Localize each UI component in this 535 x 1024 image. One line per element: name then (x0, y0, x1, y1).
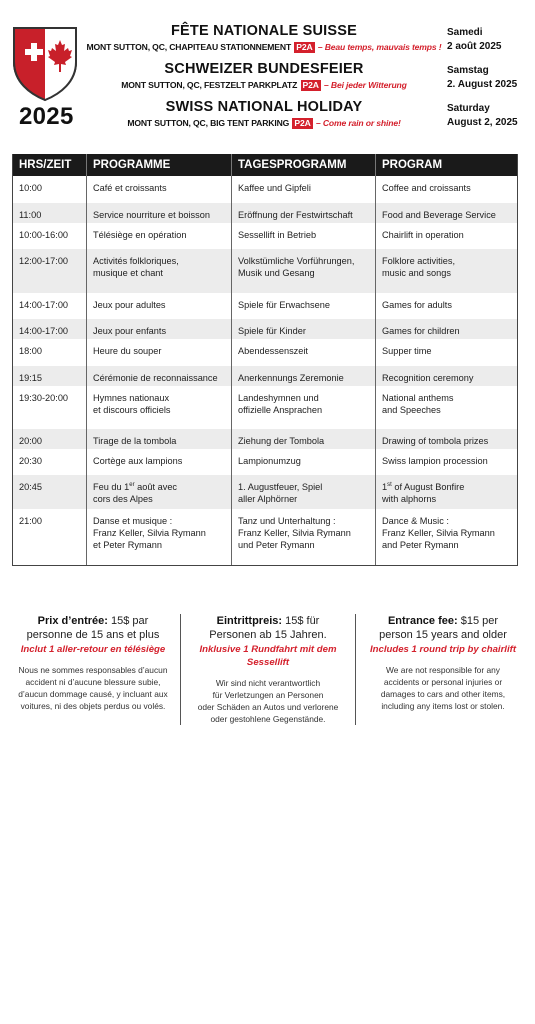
table-row (13, 293, 517, 319)
cell-en: Drawing of tombola prizes (382, 436, 489, 446)
disclaimer: We are not responsible for any accidents or personal injuries or damages to cars and other items, including any items lost or stolen. (380, 665, 506, 711)
cell-fr: Cérémonie de reconnaissance (87, 366, 232, 386)
cell-en: Swiss lampion procession (382, 456, 488, 466)
cell-time: 20:00 (13, 429, 87, 449)
location-line-en: MONT SUTTON, QC, BIG TENT PARKING P2A – Come rain or shine! (127, 118, 401, 128)
cell-fr: Activités folkloriques, musique et chant (87, 249, 232, 293)
title-block-fr (84, 22, 444, 60)
cell-de: 1. Augustfeuer, Spiel aller Alphörner (232, 475, 376, 509)
disclaimer: Wir sind nicht verantwortlich für Verletzungen an Personen oder Schäden an Autos und verlorene oder gestohlene Gegenstände. (197, 678, 339, 724)
parking-badge: P2A (302, 80, 319, 90)
header-en: PROGRAM (382, 159, 443, 171)
entrance-fee: Eintrittpreis: 15$ für Personen ab 15 Jahren. (209, 615, 327, 641)
cell-time: 12:00-17:00 (13, 249, 87, 293)
table-body (13, 176, 517, 565)
cell-en: Supper time (382, 346, 432, 356)
cell-time: 20:30 (13, 449, 87, 475)
cell-en: Folklore activities, music and songs (382, 256, 456, 278)
includes-note: Inklusive 1 Rundfahrt mit dem Sessellift (199, 644, 337, 668)
event-dates (447, 26, 535, 140)
cell-de: Tanz und Unterhaltung : Franz Keller, Silvia Rymann und Peter Rymann (232, 509, 376, 565)
cell-time: 14:00-17:00 (13, 293, 87, 319)
event-titles (84, 22, 444, 136)
header-fr: PROGRAMME (87, 154, 232, 176)
cell-de: Sessellift in Betrieb (232, 223, 376, 249)
cell-time: 10:00-16:00 (13, 223, 87, 249)
cell-en: 1st of August Bonfire with alphorns (382, 481, 465, 504)
cell-en: Coffee and croissants (382, 183, 471, 193)
cell-time: 10:00 (13, 176, 87, 203)
entrance-fee: Prix d’entrée: 15$ par personne de 15 ans et plus (26, 615, 160, 641)
date-en: Saturday August 2, 2025 (447, 103, 518, 128)
cell-time: 18:00 (13, 339, 87, 366)
disclaimer: Nous ne sommes responsables d’aucun accident ni d’aucune blessure subie, d’aucun dommage causé, y incluant aux voitures, ni des objets perdus ou volés. (18, 665, 168, 711)
weather-note: – Bei jeder Witterung (324, 80, 407, 90)
cell-de: Kaffee und Gipfeli (232, 176, 376, 203)
table-row (13, 339, 517, 366)
table-row (13, 249, 517, 293)
cell-fr: Jeux pour adultes (87, 293, 232, 319)
cell-fr: Café et croissants (87, 176, 232, 203)
swiss-canadian-shield-logo (12, 26, 78, 102)
cell-en: Recognition ceremony (382, 373, 474, 383)
cell-time: 21:00 (13, 509, 87, 565)
cell-fr: Service nourriture et boisson (87, 203, 232, 223)
table-row (13, 509, 517, 565)
cell-en: Games for adults (382, 300, 452, 310)
date-de: Samstag 2. August 2025 (447, 65, 518, 90)
table-row (13, 223, 517, 249)
header-time: HRS/ZEIT (13, 154, 87, 176)
cell-de: Ziehung der Tombola (232, 429, 376, 449)
cell-de: Lampionumzug (232, 449, 376, 475)
cell-time: 19:30-20:00 (13, 386, 87, 429)
cell-en: Dance & Music : Franz Keller, Silvia Rymann and Peter Rymann (382, 516, 495, 550)
footer (6, 614, 530, 725)
cell-fr: Cortège aux lampions (87, 449, 232, 475)
cell-fr: Heure du souper (87, 339, 232, 366)
date-fr: Samedi 2 août 2025 (447, 27, 502, 52)
footer-fr (6, 614, 180, 725)
location-line-de: MONT SUTTON, QC, FESTZELT PARKPLATZ P2A – Bei jeder Witterung (121, 80, 407, 90)
table-row (13, 429, 517, 449)
cell-fr: Hymnes nationaux et discours officiels (87, 386, 232, 429)
program-table (12, 154, 518, 566)
table-row (13, 475, 517, 509)
cell-en: Food and Beverage Service (382, 210, 496, 220)
cell-en: Games for children (382, 326, 460, 336)
table-row (13, 366, 517, 386)
header-de: TAGESPROGRAMM (232, 154, 376, 176)
year-label: 2025 (19, 103, 74, 130)
cell-fr: Tirage de la tombola (87, 429, 232, 449)
cell-time: 20:45 (13, 475, 87, 509)
title-block-de (84, 60, 444, 98)
cell-de: Anerkennungs Zeremonie (232, 366, 376, 386)
footer-de (180, 614, 355, 725)
cell-fr: Jeux pour enfants (87, 319, 232, 339)
cell-de: Abendessenszeit (232, 339, 376, 366)
cell-en: Chairlift in operation (382, 230, 464, 240)
title-block-en (84, 98, 444, 136)
table-row (13, 176, 517, 203)
cell-en: National anthems and Speeches (382, 393, 454, 415)
parking-badge: P2A (294, 118, 311, 128)
cell-fr: Télésiège en opération (87, 223, 232, 249)
title-de: SCHWEIZER BUNDESFEIER (164, 61, 364, 77)
weather-note: – Beau temps, mauvais temps ! (317, 42, 442, 52)
location-line-fr: MONT SUTTON, QC, CHAPITEAU STATIONNEMENT P2A – Beau temps, mauvais temps ! (86, 42, 442, 52)
cell-de: Landeshymnen und offizielle Ansprachen (232, 386, 376, 429)
table-row (13, 449, 517, 475)
footer-en (355, 614, 530, 725)
cell-time: 11:00 (13, 203, 87, 223)
title-fr: FÊTE NATIONALE SUISSE (170, 23, 357, 39)
cell-de: Eröffnung der Festwirtschaft (232, 203, 376, 223)
includes-note: Inclut 1 aller-retour en télésiège (20, 644, 166, 655)
table-header (13, 154, 517, 176)
cell-de: Spiele für Erwachsene (232, 293, 376, 319)
includes-note: Includes 1 round trip by chairlift (369, 644, 517, 655)
table-row (13, 319, 517, 339)
cell-time: 14:00-17:00 (13, 319, 87, 339)
table-row (13, 386, 517, 429)
weather-note: – Come rain or shine! (315, 118, 401, 128)
parking-badge: P2A (296, 42, 313, 52)
table-row (13, 203, 517, 223)
cell-fr: Feu du 1er août avec cors des Alpes (87, 475, 232, 509)
title-en: SWISS NATIONAL HOLIDAY (165, 99, 363, 115)
cell-time: 19:15 (13, 366, 87, 386)
entrance-fee: Entrance fee: $15 per person 15 years and older (379, 615, 507, 641)
cell-fr: Danse et musique : Franz Keller, Silvia Rymann et Peter Rymann (87, 509, 232, 565)
cell-de: Volkstümliche Vorführungen, Musik und Gesang (232, 249, 376, 293)
cell-de: Spiele für Kinder (232, 319, 376, 339)
